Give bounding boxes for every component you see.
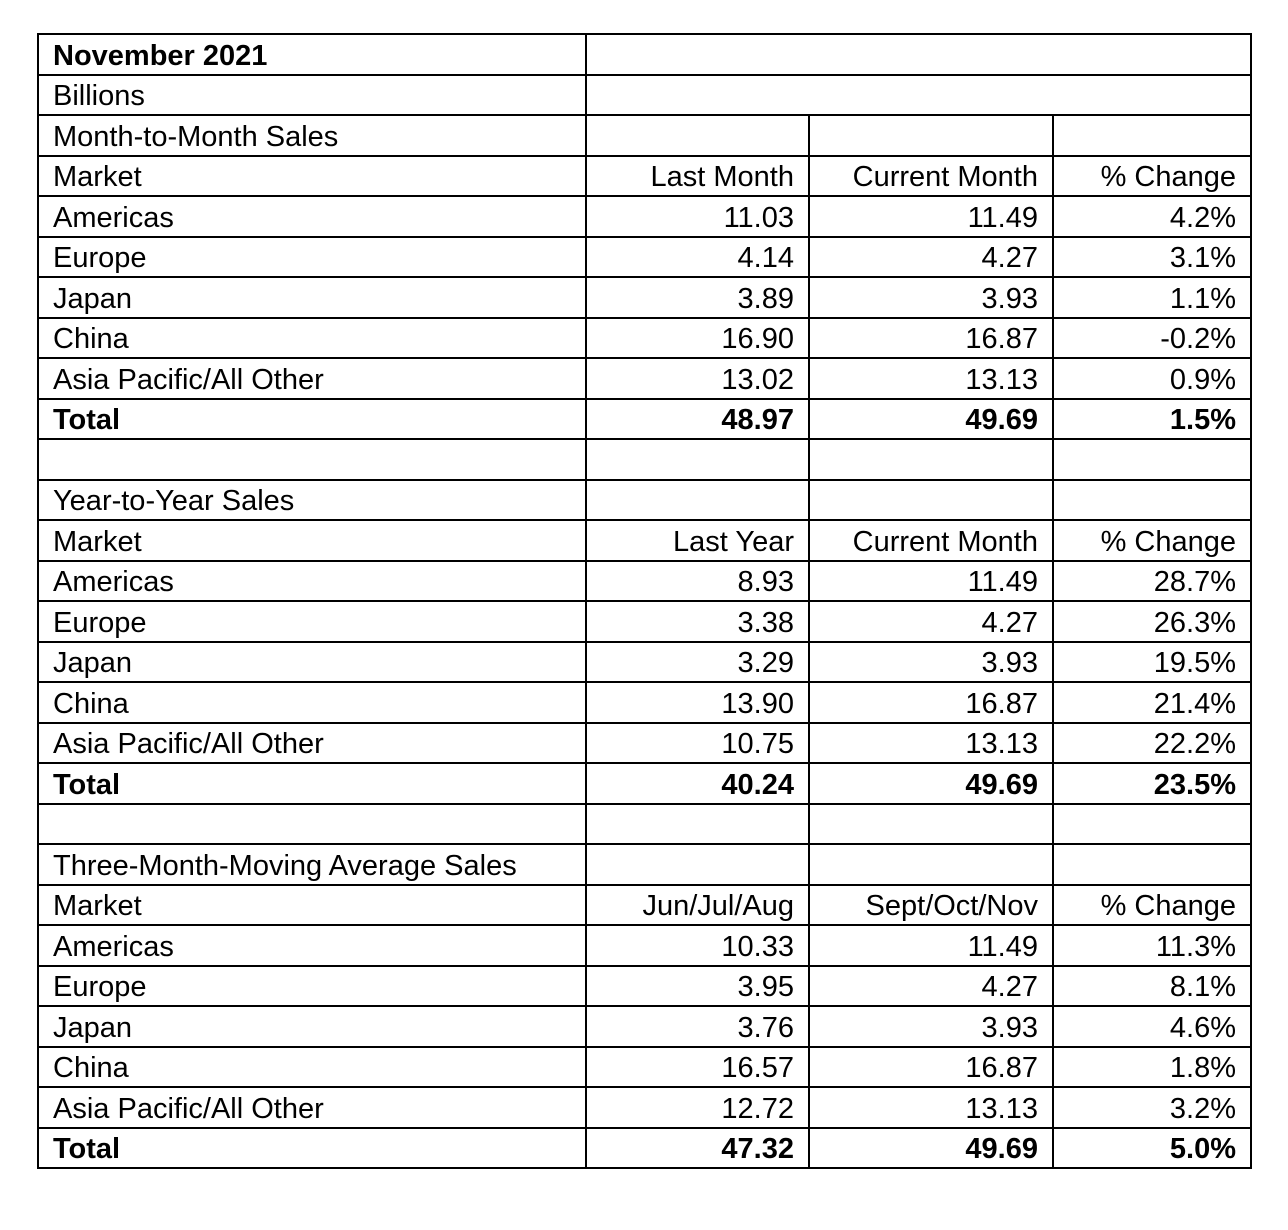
cell-col-a: 12.72 (586, 1087, 809, 1128)
blank-cell (809, 844, 1053, 885)
cell-market: China (38, 1047, 586, 1088)
blank-cell (586, 844, 809, 885)
report-title: November 2021 (38, 34, 586, 75)
cell-market: Americas (38, 196, 586, 237)
cell-col-b: 13.13 (809, 723, 1053, 764)
column-header-market: Market (38, 885, 586, 926)
cell-col-a: 13.90 (586, 682, 809, 723)
cell-col-b: 13.13 (809, 358, 1053, 399)
total-col-c: 5.0% (1053, 1128, 1251, 1169)
cell-col-a: 11.03 (586, 196, 809, 237)
cell-market: Japan (38, 642, 586, 683)
cell-col-c: 22.2% (1053, 723, 1251, 764)
table-row (38, 723, 1251, 764)
cell-market: Asia Pacific/All Other (38, 358, 586, 399)
column-header-market: Market (38, 156, 586, 197)
unit-row-blank (586, 75, 1251, 116)
blank-cell (1053, 115, 1251, 156)
cell-col-c: 3.1% (1053, 237, 1251, 278)
title-row (38, 34, 1251, 75)
total-col-c: 23.5% (1053, 763, 1251, 804)
cell-col-c: 19.5% (1053, 642, 1251, 683)
cell-col-a: 13.02 (586, 358, 809, 399)
cell-col-b: 3.93 (809, 1006, 1053, 1047)
total-col-b: 49.69 (809, 1128, 1053, 1169)
cell-col-a: 3.95 (586, 966, 809, 1007)
table-row (38, 601, 1251, 642)
table-row (38, 642, 1251, 683)
cell-col-c: 4.6% (1053, 1006, 1251, 1047)
cell-col-c: 8.1% (1053, 966, 1251, 1007)
blank-cell (586, 480, 809, 521)
cell-col-a: 10.75 (586, 723, 809, 764)
title-row-blank (586, 34, 1251, 75)
cell-col-a: 16.90 (586, 318, 809, 359)
cell-col-c: 3.2% (1053, 1087, 1251, 1128)
section-title-row (38, 115, 1251, 156)
cell-col-b: 16.87 (809, 1047, 1053, 1088)
cell-col-b: 4.27 (809, 966, 1053, 1007)
cell-col-c: 26.3% (1053, 601, 1251, 642)
total-col-a: 47.32 (586, 1128, 809, 1169)
cell-market: China (38, 318, 586, 359)
column-header-col-c: % Change (1053, 156, 1251, 197)
blank-cell (586, 115, 809, 156)
table-row (38, 1006, 1251, 1047)
blank-cell (38, 804, 586, 845)
cell-col-a: 3.29 (586, 642, 809, 683)
blank-cell (1053, 844, 1251, 885)
cell-market: Americas (38, 561, 586, 602)
section-title-row (38, 844, 1251, 885)
blank-cell (1053, 480, 1251, 521)
spacer-row (38, 804, 1251, 845)
spacer-row (38, 439, 1251, 480)
column-header-col-a: Last Year (586, 520, 809, 561)
table-row (38, 1087, 1251, 1128)
table-row (38, 358, 1251, 399)
total-col-a: 48.97 (586, 399, 809, 440)
table-row (38, 966, 1251, 1007)
column-header-col-a: Last Month (586, 156, 809, 197)
table-row (38, 561, 1251, 602)
cell-col-c: 0.9% (1053, 358, 1251, 399)
cell-col-b: 11.49 (809, 196, 1053, 237)
column-header-col-c: % Change (1053, 520, 1251, 561)
cell-market: China (38, 682, 586, 723)
cell-col-c: -0.2% (1053, 318, 1251, 359)
column-header-market: Market (38, 520, 586, 561)
cell-col-b: 4.27 (809, 601, 1053, 642)
column-header-col-a: Jun/Jul/Aug (586, 885, 809, 926)
cell-col-b: 4.27 (809, 237, 1053, 278)
table-row (38, 682, 1251, 723)
unit-row (38, 75, 1251, 116)
cell-market: Japan (38, 277, 586, 318)
total-col-b: 49.69 (809, 399, 1053, 440)
column-header-row (38, 520, 1251, 561)
table-row (38, 196, 1251, 237)
section-title-row (38, 480, 1251, 521)
cell-col-a: 8.93 (586, 561, 809, 602)
table-body (38, 34, 1251, 1168)
cell-col-b: 13.13 (809, 1087, 1053, 1128)
section-title: Three-Month-Moving Average Sales (38, 844, 586, 885)
cell-market: Europe (38, 966, 586, 1007)
total-row (38, 1128, 1251, 1169)
column-header-row (38, 885, 1251, 926)
total-market: Total (38, 763, 586, 804)
cell-col-a: 4.14 (586, 237, 809, 278)
cell-col-c: 28.7% (1053, 561, 1251, 602)
cell-col-b: 3.93 (809, 277, 1053, 318)
blank-cell (38, 439, 586, 480)
cell-col-c: 21.4% (1053, 682, 1251, 723)
table-row (38, 237, 1251, 278)
cell-col-a: 10.33 (586, 925, 809, 966)
cell-col-b: 16.87 (809, 682, 1053, 723)
cell-col-c: 4.2% (1053, 196, 1251, 237)
table-row (38, 277, 1251, 318)
cell-market: Asia Pacific/All Other (38, 1087, 586, 1128)
cell-col-b: 16.87 (809, 318, 1053, 359)
cell-col-a: 3.38 (586, 601, 809, 642)
cell-col-a: 3.76 (586, 1006, 809, 1047)
total-market: Total (38, 1128, 586, 1169)
sales-table (37, 33, 1252, 1169)
blank-cell (809, 804, 1053, 845)
total-market: Total (38, 399, 586, 440)
blank-cell (1053, 804, 1251, 845)
total-row (38, 763, 1251, 804)
cell-col-b: 11.49 (809, 561, 1053, 602)
total-col-c: 1.5% (1053, 399, 1251, 440)
cell-market: Japan (38, 1006, 586, 1047)
cell-col-b: 11.49 (809, 925, 1053, 966)
cell-market: Europe (38, 237, 586, 278)
blank-cell (809, 439, 1053, 480)
column-header-col-b: Current Month (809, 520, 1053, 561)
cell-col-a: 3.89 (586, 277, 809, 318)
blank-cell (586, 804, 809, 845)
cell-col-a: 16.57 (586, 1047, 809, 1088)
column-header-col-b: Current Month (809, 156, 1053, 197)
cell-col-c: 1.8% (1053, 1047, 1251, 1088)
blank-cell (809, 115, 1053, 156)
unit-label: Billions (38, 75, 586, 116)
total-row (38, 399, 1251, 440)
cell-market: Asia Pacific/All Other (38, 723, 586, 764)
column-header-col-b: Sept/Oct/Nov (809, 885, 1053, 926)
total-col-a: 40.24 (586, 763, 809, 804)
column-header-row (38, 156, 1251, 197)
total-col-b: 49.69 (809, 763, 1053, 804)
cell-market: Europe (38, 601, 586, 642)
column-header-col-c: % Change (1053, 885, 1251, 926)
table-row (38, 1047, 1251, 1088)
table-row (38, 318, 1251, 359)
section-title: Year-to-Year Sales (38, 480, 586, 521)
blank-cell (809, 480, 1053, 521)
blank-cell (1053, 439, 1251, 480)
cell-col-c: 11.3% (1053, 925, 1251, 966)
cell-market: Americas (38, 925, 586, 966)
blank-cell (586, 439, 809, 480)
section-title: Month-to-Month Sales (38, 115, 586, 156)
cell-col-c: 1.1% (1053, 277, 1251, 318)
cell-col-b: 3.93 (809, 642, 1053, 683)
table-row (38, 925, 1251, 966)
